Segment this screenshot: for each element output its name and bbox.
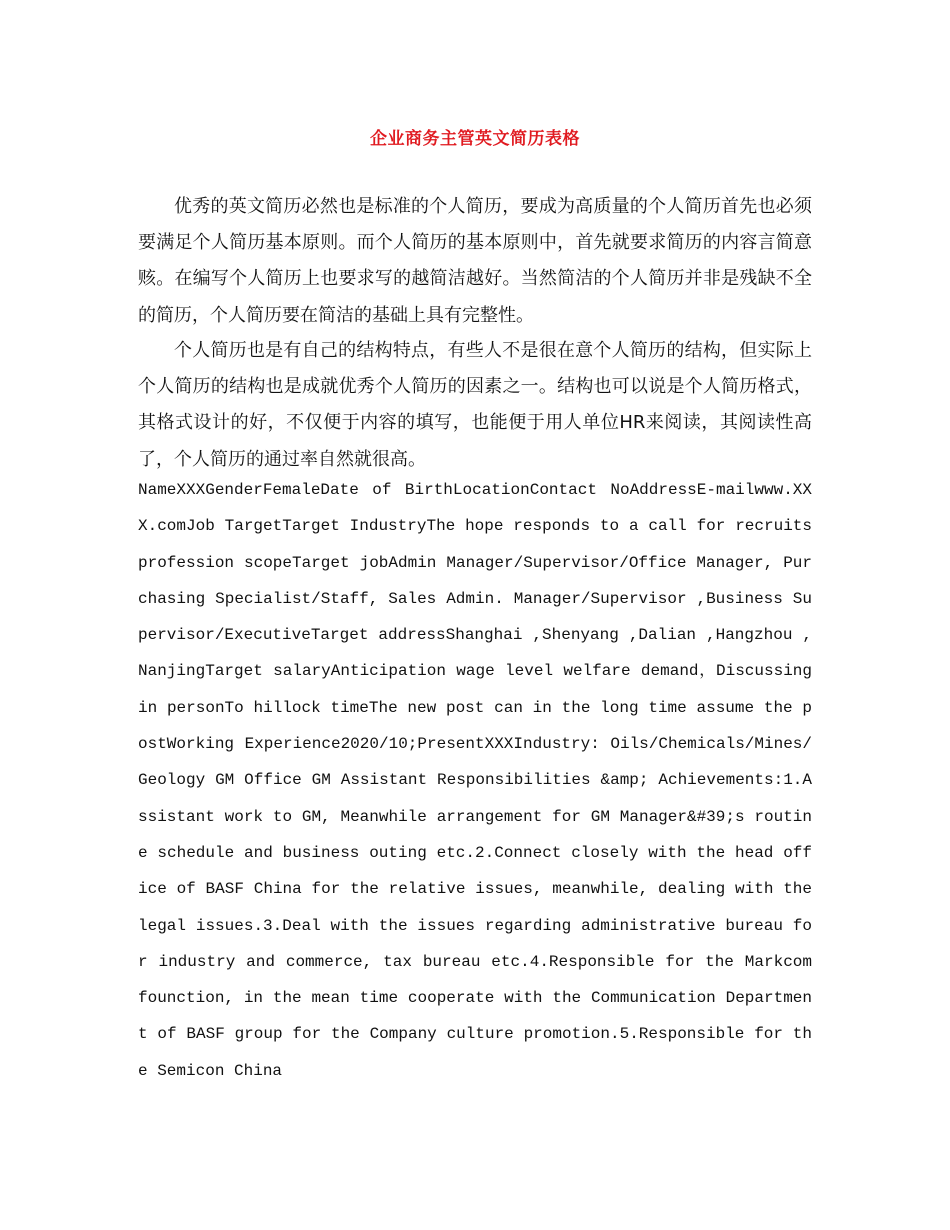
intro-paragraph: 优秀的英文简历必然也是标准的个人简历，要成为高质量的个人简历首先也必须要满足个人简历基本原则。而个人简历的基本原则中，首先就要求简历的内容言简意赅。在编写个人简历上也要求写的越简洁越好。当然简洁的个人简历并非是残缺不全的简历，个人简历要在简洁的基础上具有完整性。 [138,196,812,326]
document-title: 企业商务主管英文简历表格 [370,129,580,149]
resume-content: NameXXXGenderFemaleDate of BirthLocationContact NoAddressE-mailwww.XXX.comJob TargetTarget IndustryThe hope responds to a call for recruits profession scopeTarget jobAdmin Manager/Supervisor/Office Manager, Purchasing Specialist/Staff, Sales Admin. Manager/Supervisor ,Business Supervisor/ExecutiveTarget addressShanghai ,Shenyang ,Dalian ,Hangzhou ,NanjingTarget salaryAnticipation wage level welfare demand，Discussing in personTo hillock timeThe new post can in the long time assume the postWorking Experience2020/10;PresentXXXIndustry: Oils/Chemicals/Mines/Geology GM Office GM Assistant Responsibilities &amp; Achievements:1.Assistant work to GM, Meanwhile arrangement for GM Manager&#39;s routine schedule and business outing etc.2.Connect closely with the head office of BASF China for the relative issues, meanwhile, dealing with the legal issues.3.Deal with the issues regarding administrative bureau for industry and commerce, tax bureau etc.4.Responsible for the Markcom founction, in the mean time cooperate with the Communication Department of BASF group for the Company culture promotion.5.Responsible for the Semicon China [138,481,812,1080]
structure-paragraph: 个人简历也是有自己的结构特点，有些人不是很在意个人简历的结构，但实际上个人简历的结构也是成就优秀个人简历的因素之一。结构也可以说是个人简历格式，其格式设计的好，不仅便于内容的填写，也能便于用人单位HR来阅读，其阅读性高了，个人简历的通过率自然就很高。 [138,340,812,470]
